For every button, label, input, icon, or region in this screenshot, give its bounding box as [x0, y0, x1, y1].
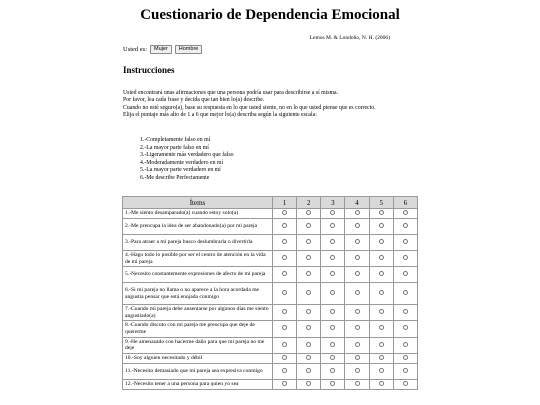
rating-radio-2[interactable] [306, 368, 311, 373]
item-text: 5.-Necesito constantemente expresiones de afecto de mi pareja [123, 267, 273, 283]
rating-cell [369, 379, 393, 389]
rating-radio-4[interactable] [355, 325, 360, 330]
rating-radio-3[interactable] [330, 368, 335, 373]
rating-radio-5[interactable] [379, 223, 384, 228]
rating-radio-3[interactable] [330, 271, 335, 276]
rating-radio-4[interactable] [355, 355, 360, 360]
item-text: 12.-Necesito tener a una persona para quien yo sea [123, 379, 273, 389]
rating-radio-1[interactable] [282, 309, 287, 314]
rating-cell [297, 283, 321, 305]
rating-cell [321, 305, 345, 321]
rating-cell [393, 267, 417, 283]
item-text: 7.-Cuando mi pareja debe ausentarse por algunos días me siento angustiado(a) [123, 305, 273, 321]
rating-radio-2[interactable] [306, 381, 311, 386]
rating-radio-5[interactable] [379, 368, 384, 373]
item-text: 6.-Si mi pareja no llama o no aparece a la hora acordada me angustia pensar que está enojada conmigo [123, 283, 273, 305]
rating-cell [393, 321, 417, 337]
table-row [123, 363, 418, 379]
table-row [123, 235, 418, 251]
rating-cell [345, 321, 369, 337]
rating-radio-2[interactable] [306, 239, 311, 244]
table-row [123, 321, 418, 337]
rating-radio-4[interactable] [355, 210, 360, 215]
rating-radio-1[interactable] [282, 368, 287, 373]
scale-item: 1.-Completamente falso en mí [140, 137, 211, 143]
rating-radio-2[interactable] [306, 325, 311, 330]
rating-radio-5[interactable] [379, 325, 384, 330]
rating-radio-3[interactable] [330, 255, 335, 260]
rating-cell [273, 283, 297, 305]
item-text: 2.-Me preocupa la idea de ser abandonado(a) por mi pareja [123, 219, 273, 235]
rating-cell [369, 251, 393, 267]
rating-radio-6[interactable] [403, 325, 408, 330]
rating-radio-4[interactable] [355, 309, 360, 314]
rating-radio-2[interactable] [306, 271, 311, 276]
rating-radio-4[interactable] [355, 368, 360, 373]
table-row [123, 251, 418, 267]
rating-cell [321, 283, 345, 305]
rating-cell [393, 305, 417, 321]
rating-radio-3[interactable] [330, 290, 335, 295]
rating-radio-3[interactable] [330, 325, 335, 330]
rating-cell [369, 283, 393, 305]
rating-radio-4[interactable] [355, 271, 360, 276]
rating-scale-list [140, 137, 234, 183]
rating-cell [345, 283, 369, 305]
rating-cell [321, 321, 345, 337]
item-text: 1.-Me siento desamparado(a) cuando estoy solo(a) [123, 209, 273, 219]
instruction-line: Elija el puntaje más alto de 1 a 6 que mejor lo(a) describa según la siguiente escala: [123, 112, 317, 119]
table-row [123, 209, 418, 219]
rating-cell [345, 337, 369, 353]
rating-radio-4[interactable] [355, 342, 360, 347]
instruction-line: Por favor, lea cada frase y decida que tan bien lo(a) describe. [123, 97, 265, 104]
rating-radio-1[interactable] [282, 223, 287, 228]
rating-cell [321, 267, 345, 283]
author-citation: Lemos M. & Londoño, N. H. (2006) [309, 35, 390, 41]
page-title: Cuestionario de Dependencia Emocional [140, 7, 400, 23]
rating-cell [297, 321, 321, 337]
rating-cell [369, 321, 393, 337]
rating-cell [345, 251, 369, 267]
rating-cell [345, 209, 369, 219]
questionnaire-table [122, 196, 418, 390]
rating-radio-2[interactable] [306, 210, 311, 215]
rating-radio-5[interactable] [379, 342, 384, 347]
rating-cell [345, 267, 369, 283]
rating-radio-4[interactable] [355, 239, 360, 244]
rating-radio-5[interactable] [379, 381, 384, 386]
rating-radio-4[interactable] [355, 290, 360, 295]
rating-radio-2[interactable] [306, 290, 311, 295]
rating-radio-4[interactable] [355, 381, 360, 386]
rating-radio-6[interactable] [403, 309, 408, 314]
rating-radio-2[interactable] [306, 255, 311, 260]
rating-radio-3[interactable] [330, 309, 335, 314]
rating-cell [393, 337, 417, 353]
rating-radio-5[interactable] [379, 210, 384, 215]
rating-cell [321, 219, 345, 235]
item-text: 3.-Para atraer a mi pareja busco deslumbrarla o divertirla [123, 235, 273, 251]
rating-radio-6[interactable] [403, 239, 408, 244]
instruction-line: Cuando no esté seguro(a), base su respuesta en lo que usted siente, no en lo que usted piense que es correcto. [123, 104, 376, 111]
items-column-header: Ítems [123, 197, 273, 209]
rating-cell [297, 305, 321, 321]
mujer-button[interactable]: Mujer [150, 45, 172, 54]
rating-cell [393, 235, 417, 251]
rating-cell [393, 379, 417, 389]
rating-cell [369, 235, 393, 251]
rating-cell [273, 209, 297, 219]
rating-cell [369, 337, 393, 353]
rating-radio-6[interactable] [403, 368, 408, 373]
rating-cell [273, 235, 297, 251]
item-text: 11.-Necesito demasiado que mi pareja sea expresiva conmigo [123, 363, 273, 379]
rating-radio-2[interactable] [306, 342, 311, 347]
gender-label: Usted es: [123, 46, 148, 53]
table-row [123, 305, 418, 321]
rating-cell [297, 219, 321, 235]
scale-item: 3.-Ligeramente más verdadero que falso [140, 152, 234, 159]
rating-cell [273, 321, 297, 337]
rating-cell [345, 379, 369, 389]
rating-cell [369, 209, 393, 219]
rating-radio-1[interactable] [282, 271, 287, 276]
rating-radio-1[interactable] [282, 325, 287, 330]
item-text: 10.-Soy alguien necesitado y débil [123, 353, 273, 363]
rating-cell [393, 363, 417, 379]
rating-cell [393, 219, 417, 235]
rating-cell [273, 267, 297, 283]
instruction-line: Usted encontrará unas afirmaciones que una persona podría usar para describirse a sí misma. [123, 90, 339, 96]
column-header-4: 4 [345, 197, 369, 209]
rating-cell [393, 353, 417, 363]
rating-radio-1[interactable] [282, 239, 287, 244]
rating-radio-3[interactable] [330, 342, 335, 347]
column-header-1: 1 [273, 197, 297, 209]
table-row [123, 379, 418, 389]
table-row [123, 283, 418, 305]
rating-radio-1[interactable] [282, 210, 287, 215]
rating-cell [321, 235, 345, 251]
rating-cell [297, 379, 321, 389]
item-text: 4.-Hago todo lo posible por ser el centro de atención en la vida de mi pareja [123, 251, 273, 267]
rating-cell [273, 251, 297, 267]
instructions-text [123, 90, 376, 120]
rating-cell [393, 251, 417, 267]
column-header-2: 2 [297, 197, 321, 209]
rating-radio-5[interactable] [379, 355, 384, 360]
scale-item: 6.-Me describe Perfectamente [140, 174, 210, 181]
rating-cell [273, 219, 297, 235]
rating-radio-6[interactable] [403, 210, 408, 215]
rating-cell [321, 209, 345, 219]
rating-cell [369, 219, 393, 235]
table-row [123, 267, 418, 283]
scale-item: 2.-La mayor parte falso en mí [140, 144, 209, 151]
rating-radio-5[interactable] [379, 271, 384, 276]
rating-radio-6[interactable] [403, 223, 408, 228]
rating-radio-6[interactable] [403, 381, 408, 386]
rating-cell [297, 251, 321, 267]
rating-cell [273, 363, 297, 379]
column-header-5: 5 [369, 197, 393, 209]
rating-cell [369, 305, 393, 321]
rating-cell [297, 235, 321, 251]
rating-radio-5[interactable] [379, 290, 384, 295]
gender-selector [123, 45, 202, 54]
rating-cell [297, 353, 321, 363]
rating-radio-4[interactable] [355, 255, 360, 260]
rating-radio-3[interactable] [330, 381, 335, 386]
table-row [123, 219, 418, 235]
rating-radio-2[interactable] [306, 355, 311, 360]
rating-radio-5[interactable] [379, 309, 384, 314]
rating-cell [345, 353, 369, 363]
rating-cell [393, 209, 417, 219]
item-text: 9.-He amenazado con hacerme daño para que mi pareja no me deje [123, 337, 273, 353]
rating-cell [297, 209, 321, 219]
rating-cell [297, 267, 321, 283]
rating-cell [321, 379, 345, 389]
rating-radio-4[interactable] [355, 223, 360, 228]
hombre-button[interactable]: Hombre [175, 45, 203, 54]
rating-radio-2[interactable] [306, 309, 311, 314]
rating-radio-6[interactable] [403, 355, 408, 360]
column-header-3: 3 [321, 197, 345, 209]
rating-radio-1[interactable] [282, 381, 287, 386]
rating-cell [297, 337, 321, 353]
rating-radio-3[interactable] [330, 355, 335, 360]
rating-cell [321, 363, 345, 379]
rating-cell [345, 305, 369, 321]
rating-radio-3[interactable] [330, 210, 335, 215]
table-header-row [123, 197, 418, 209]
table-row [123, 337, 418, 353]
rating-radio-1[interactable] [282, 342, 287, 347]
rating-radio-3[interactable] [330, 239, 335, 244]
scale-item: 5.-La mayor parte verdadero en mí [140, 167, 221, 174]
instructions-heading: Instrucciones [123, 65, 175, 75]
rating-radio-2[interactable] [306, 223, 311, 228]
rating-radio-1[interactable] [282, 355, 287, 360]
scale-item: 4.-Moderadamente verdadero en mí [140, 159, 224, 166]
rating-cell [273, 379, 297, 389]
rating-cell [273, 337, 297, 353]
rating-radio-5[interactable] [379, 239, 384, 244]
rating-radio-1[interactable] [282, 290, 287, 295]
rating-cell [369, 353, 393, 363]
rating-radio-6[interactable] [403, 342, 408, 347]
rating-cell [369, 267, 393, 283]
rating-radio-3[interactable] [330, 223, 335, 228]
rating-cell [321, 353, 345, 363]
rating-cell [393, 283, 417, 305]
rating-cell [345, 363, 369, 379]
rating-cell [345, 235, 369, 251]
rating-radio-6[interactable] [403, 271, 408, 276]
rating-radio-5[interactable] [379, 255, 384, 260]
rating-cell [273, 305, 297, 321]
rating-radio-1[interactable] [282, 255, 287, 260]
rating-cell [273, 353, 297, 363]
item-text: 8.-Cuando discuto con mi pareja me preocupa que deje de quererme [123, 321, 273, 337]
rating-cell [297, 363, 321, 379]
rating-cell [369, 363, 393, 379]
rating-radio-6[interactable] [403, 290, 408, 295]
column-header-6: 6 [393, 197, 417, 209]
table-row [123, 353, 418, 363]
rating-cell [321, 337, 345, 353]
rating-cell [321, 251, 345, 267]
rating-radio-6[interactable] [403, 255, 408, 260]
rating-cell [345, 219, 369, 235]
